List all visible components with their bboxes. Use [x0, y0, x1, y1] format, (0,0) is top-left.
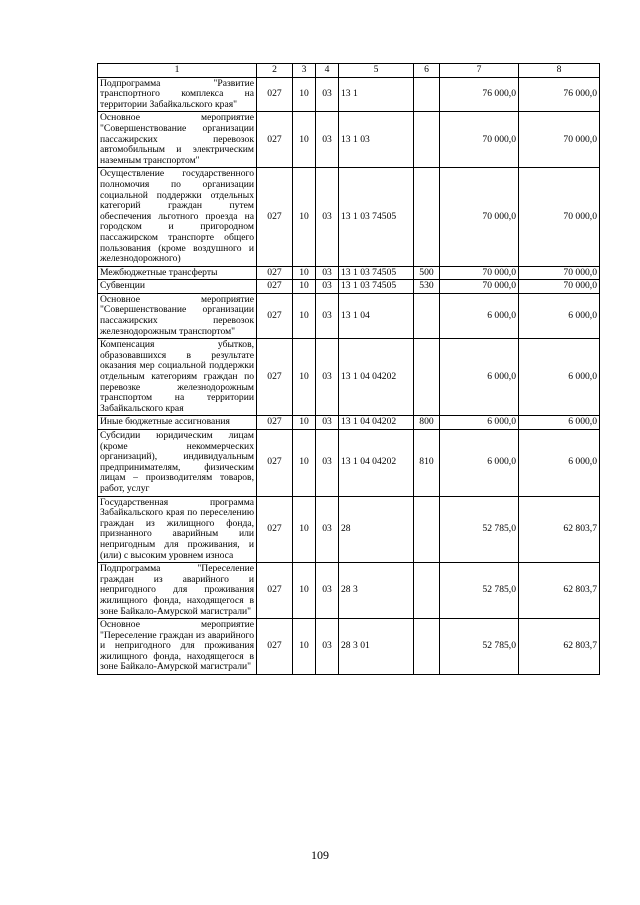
- row-name: Компенсация убытков, образовавшихся в результате оказания мер социальной поддержки отдельным категориям граждан по перевозке железнодорожным транспортом на территории Забайкальского края: [98, 339, 257, 416]
- table-row: [98, 112, 600, 168]
- table-row: [98, 563, 600, 619]
- row-name: Основное мероприятие "Совершенствование организации пассажирских перевозок автомобильным и электрическим наземным транспортом": [98, 112, 257, 168]
- cell-code: 027: [257, 339, 293, 416]
- cell-target: 13 1 03 74505: [339, 280, 414, 294]
- cell-amount-1: 6 000,0: [440, 416, 519, 430]
- cell-subsection: 03: [316, 266, 339, 280]
- cell-expense-type: [414, 496, 440, 563]
- table-row: [98, 293, 600, 338]
- cell-expense-type: 800: [414, 416, 440, 430]
- cell-expense-type: 500: [414, 266, 440, 280]
- table-row: [98, 339, 600, 416]
- page-number: 109: [311, 848, 329, 862]
- cell-expense-type: [414, 77, 440, 112]
- row-name: Основное мероприятие "Совершенствование организации пассажирских перевозок железнодорожным транспортом": [98, 293, 257, 338]
- cell-section: 10: [293, 112, 316, 168]
- cell-subsection: 03: [316, 430, 339, 497]
- cell-amount-2: 76 000,0: [519, 77, 600, 112]
- table-row: [98, 77, 600, 112]
- cell-target: 13 1 04 04202: [339, 339, 414, 416]
- cell-amount-1: 76 000,0: [440, 77, 519, 112]
- cell-code: 027: [257, 563, 293, 619]
- header-cell: 4: [316, 64, 339, 78]
- cell-amount-2: 70 000,0: [519, 168, 600, 266]
- cell-subsection: 03: [316, 619, 339, 675]
- row-name: Осуществление государственного полномочия по организации социальной поддержки отдельных категорий граждан путем обеспечения льготного проезда на городском и пригородном пассажирском транспорте общего пользования (кроме воздушного и железнодорожного): [98, 168, 257, 266]
- cell-section: 10: [293, 168, 316, 266]
- header-row: [98, 64, 600, 78]
- cell-section: 10: [293, 339, 316, 416]
- header-cell: 8: [519, 64, 600, 78]
- table-row: [98, 168, 600, 266]
- row-name: Субвенции: [98, 280, 257, 294]
- cell-target: 13 1: [339, 77, 414, 112]
- header-cell: 2: [257, 64, 293, 78]
- header-cell: 7: [440, 64, 519, 78]
- cell-section: 10: [293, 280, 316, 294]
- cell-amount-2: 62 803,7: [519, 563, 600, 619]
- cell-subsection: 03: [316, 416, 339, 430]
- cell-target: 13 1 04 04202: [339, 416, 414, 430]
- cell-subsection: 03: [316, 112, 339, 168]
- table-row: [98, 280, 600, 294]
- table-row: [98, 416, 600, 430]
- cell-section: 10: [293, 496, 316, 563]
- cell-section: 10: [293, 293, 316, 338]
- table-row: [98, 619, 600, 675]
- cell-subsection: 03: [316, 339, 339, 416]
- cell-amount-1: 70 000,0: [440, 112, 519, 168]
- cell-expense-type: [414, 563, 440, 619]
- cell-code: 027: [257, 112, 293, 168]
- cell-amount-2: 6 000,0: [519, 293, 600, 338]
- cell-target: 13 1 03 74505: [339, 266, 414, 280]
- cell-section: 10: [293, 77, 316, 112]
- cell-subsection: 03: [316, 496, 339, 563]
- cell-code: 027: [257, 77, 293, 112]
- cell-section: 10: [293, 619, 316, 675]
- cell-section: 10: [293, 266, 316, 280]
- cell-target: 28 3 01: [339, 619, 414, 675]
- cell-code: 027: [257, 168, 293, 266]
- cell-amount-2: 62 803,7: [519, 619, 600, 675]
- cell-amount-2: 6 000,0: [519, 430, 600, 497]
- cell-code: 027: [257, 430, 293, 497]
- row-name: Основное мероприятие "Переселение граждан из аварийного и непригодного для проживания жилищного фонда, находящегося в зоне Байкало-Амурской магистрали": [98, 619, 257, 675]
- cell-subsection: 03: [316, 168, 339, 266]
- cell-amount-2: 6 000,0: [519, 416, 600, 430]
- cell-target: 13 1 03: [339, 112, 414, 168]
- cell-amount-2: 62 803,7: [519, 496, 600, 563]
- cell-amount-1: 70 000,0: [440, 280, 519, 294]
- row-name: Межбюджетные трансферты: [98, 266, 257, 280]
- cell-expense-type: [414, 168, 440, 266]
- header-cell: 6: [414, 64, 440, 78]
- cell-expense-type: [414, 112, 440, 168]
- cell-target: 13 1 03 74505: [339, 168, 414, 266]
- cell-amount-1: 6 000,0: [440, 293, 519, 338]
- cell-amount-2: 70 000,0: [519, 112, 600, 168]
- budget-table: [97, 63, 600, 675]
- cell-amount-1: 70 000,0: [440, 266, 519, 280]
- cell-amount-1: 70 000,0: [440, 168, 519, 266]
- header-cell: 3: [293, 64, 316, 78]
- cell-expense-type: 810: [414, 430, 440, 497]
- cell-section: 10: [293, 416, 316, 430]
- cell-section: 10: [293, 430, 316, 497]
- cell-amount-1: 52 785,0: [440, 619, 519, 675]
- cell-amount-2: 70 000,0: [519, 280, 600, 294]
- cell-target: 13 1 04 04202: [339, 430, 414, 497]
- cell-subsection: 03: [316, 280, 339, 294]
- table-row: [98, 430, 600, 497]
- row-name: Подпрограмма "Развитие транспортного комплекса на территории Забайкальского края": [98, 77, 257, 112]
- cell-code: 027: [257, 416, 293, 430]
- cell-code: 027: [257, 266, 293, 280]
- cell-expense-type: [414, 339, 440, 416]
- cell-section: 10: [293, 563, 316, 619]
- cell-subsection: 03: [316, 293, 339, 338]
- cell-target: 28 3: [339, 563, 414, 619]
- cell-expense-type: 530: [414, 280, 440, 294]
- cell-amount-1: 52 785,0: [440, 563, 519, 619]
- row-name: Иные бюджетные ассигнования: [98, 416, 257, 430]
- row-name: Субсидии юридическим лицам (кроме некоммерческих организаций), индивидуальным предпринимателям, физическим лицам – производителям товаров, работ, услуг: [98, 430, 257, 497]
- cell-expense-type: [414, 293, 440, 338]
- cell-code: 027: [257, 293, 293, 338]
- cell-target: 28: [339, 496, 414, 563]
- row-name: Подпрограмма "Переселение граждан из аварийного и непригодного для проживания жилищного фонда, находящегося в зоне Байкало-Амурской магистрали": [98, 563, 257, 619]
- cell-code: 027: [257, 496, 293, 563]
- cell-subsection: 03: [316, 77, 339, 112]
- cell-amount-1: 6 000,0: [440, 339, 519, 416]
- cell-amount-2: 70 000,0: [519, 266, 600, 280]
- cell-amount-1: 6 000,0: [440, 430, 519, 497]
- cell-amount-2: 6 000,0: [519, 339, 600, 416]
- table-row: [98, 496, 600, 563]
- cell-subsection: 03: [316, 563, 339, 619]
- cell-code: 027: [257, 619, 293, 675]
- table-row: [98, 266, 600, 280]
- cell-code: 027: [257, 280, 293, 294]
- header-cell: 5: [339, 64, 414, 78]
- cell-expense-type: [414, 619, 440, 675]
- header-cell: 1: [98, 64, 257, 78]
- cell-amount-1: 52 785,0: [440, 496, 519, 563]
- cell-target: 13 1 04: [339, 293, 414, 338]
- row-name: Государственная программа Забайкальского края по переселению граждан из жилищного фонда, признанного аварийным или непригодным для проживания, и (или) с высоким уровнем износа: [98, 496, 257, 563]
